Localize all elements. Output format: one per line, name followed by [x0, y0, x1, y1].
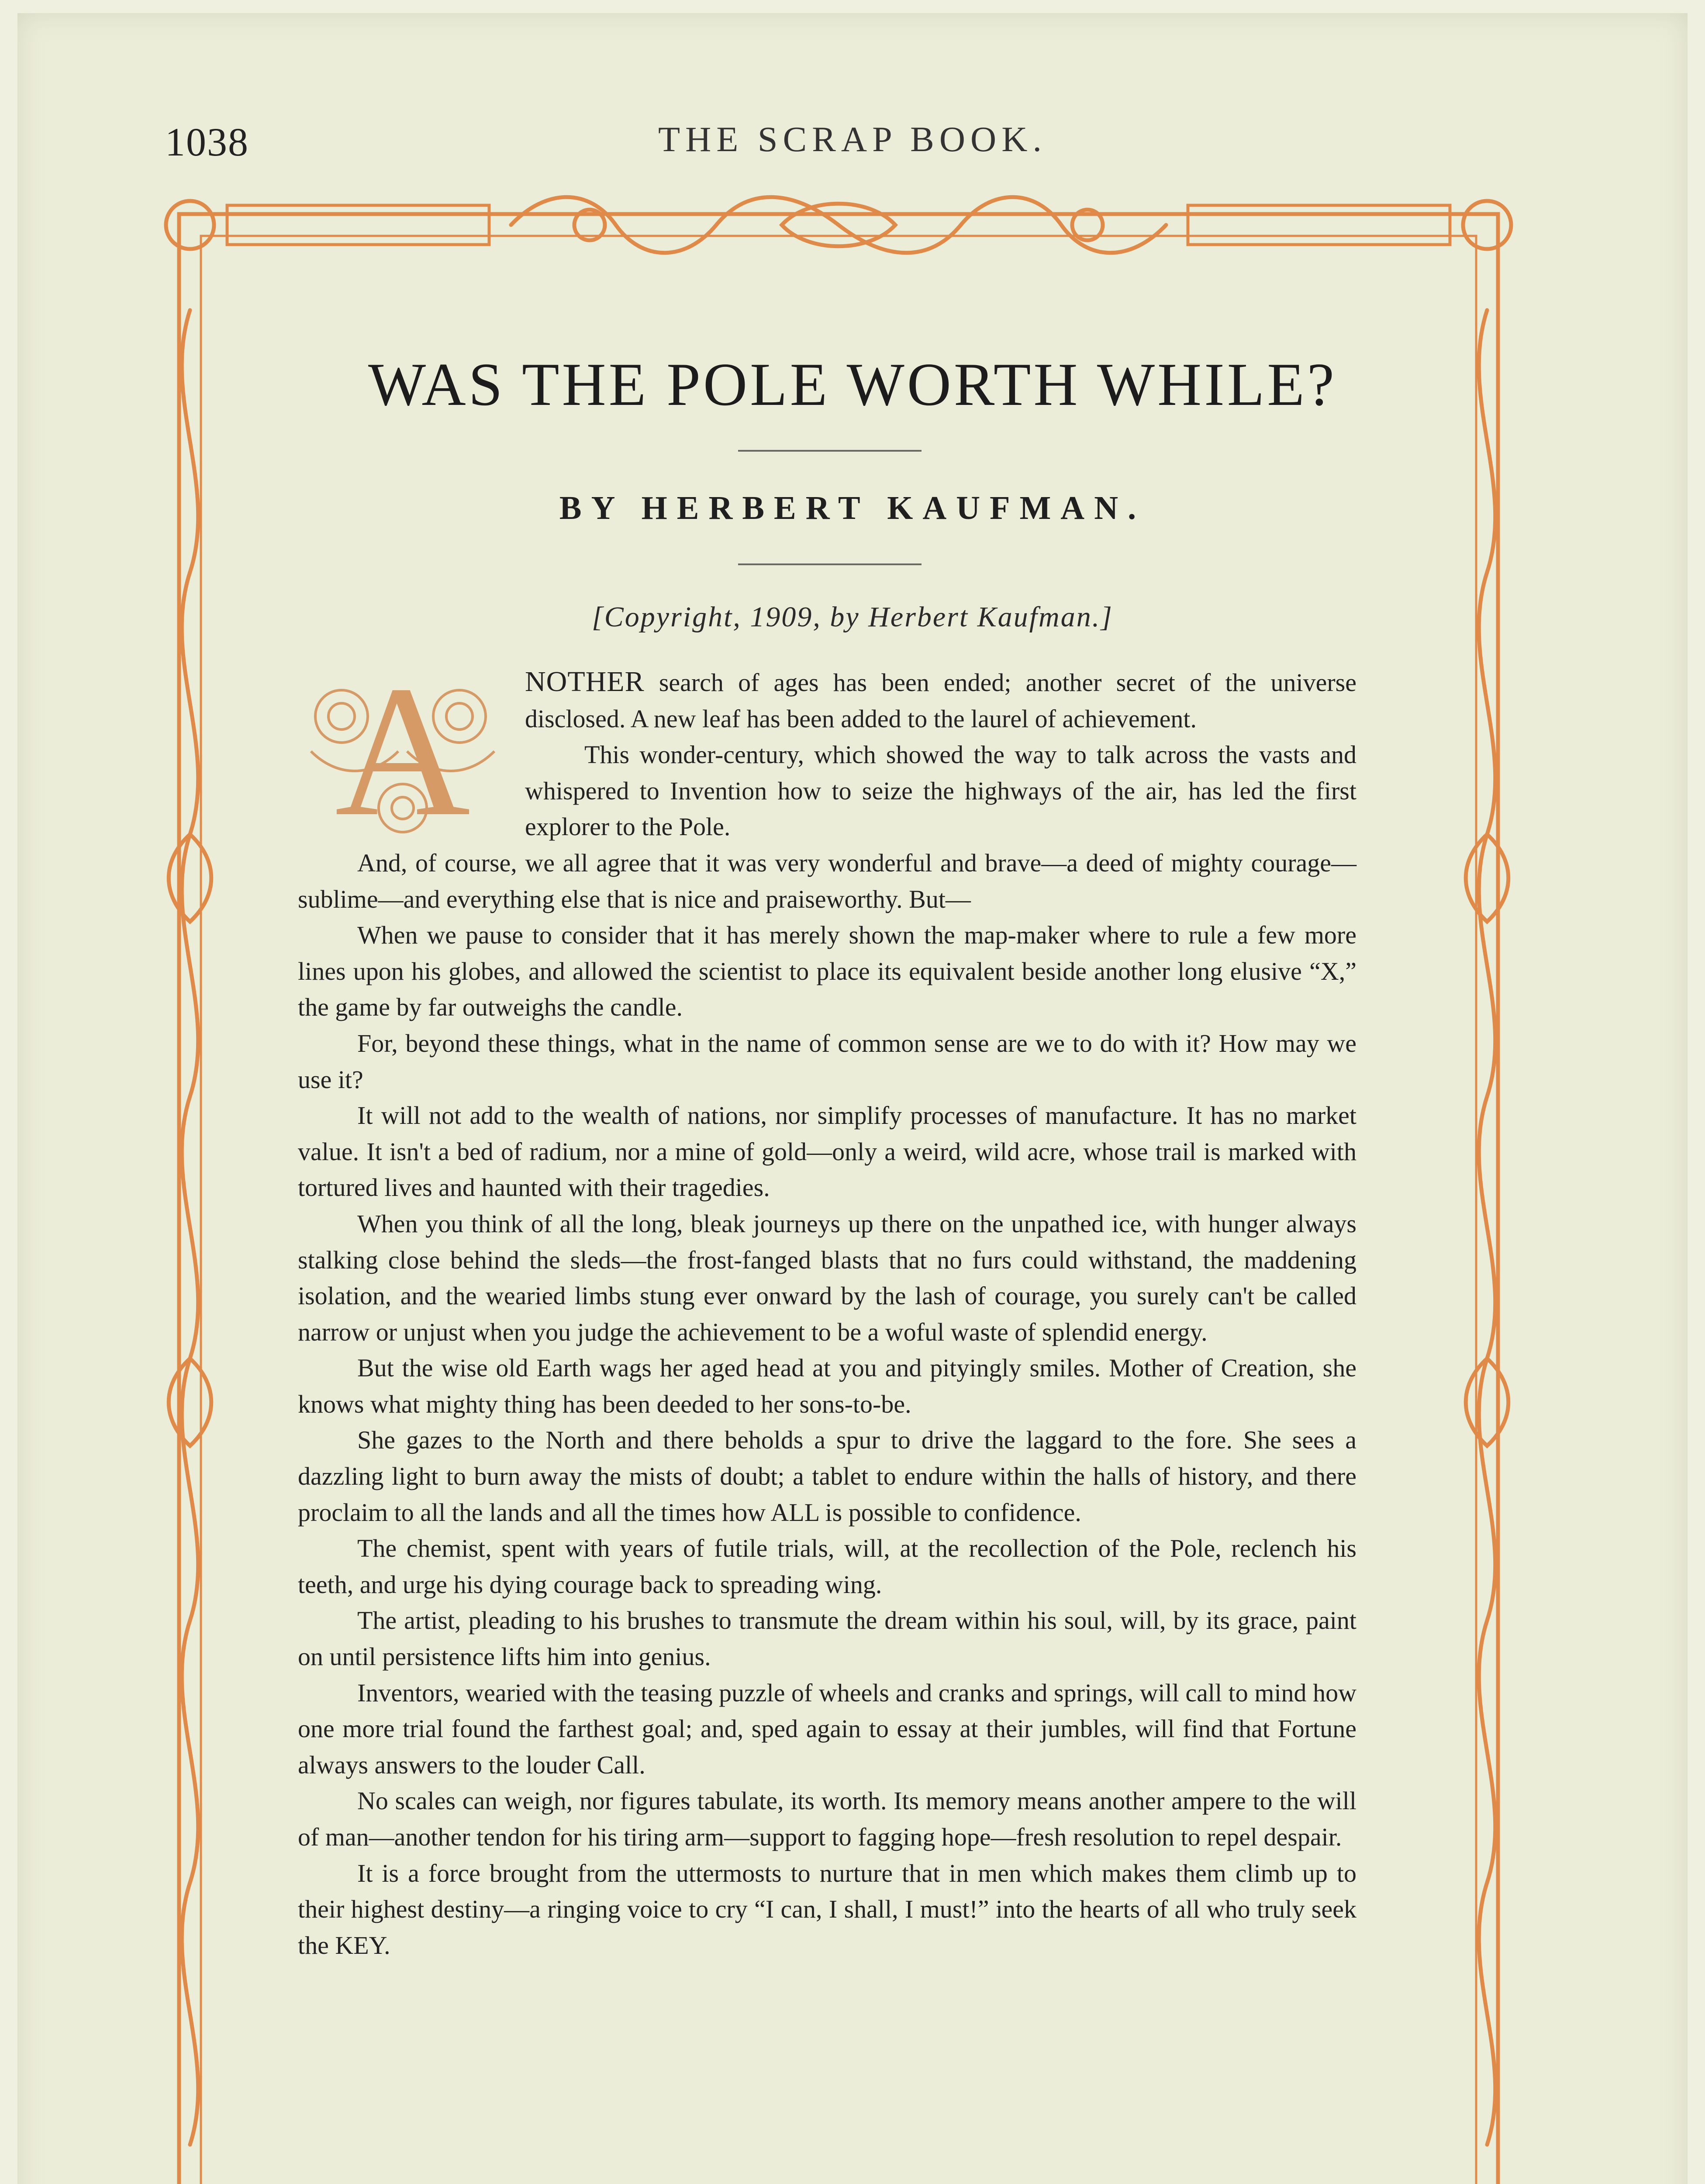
drop-cap-letter: A — [335, 647, 471, 855]
paragraph-3: And, of course, we all agree that it was very wonderful and brave—a deed of mighty courage—sublime—and everything else that is nice and praiseworthy. But— — [298, 848, 1356, 913]
paragraph-6: It will not add to the wealth of nations, nor simplify processes of manufacture. It has no market value. It isn't a bed of radium, nor a mine of gold—only a weird, wild acre, whose trail is marked with tortured lives and haunted with their tragedies. — [298, 1101, 1356, 1202]
paragraph-10: The chemist, spent with years of futile trials, will, at the recollection of the Pole, reclench his teeth, and urge his dying courage back to spreading wing. — [298, 1534, 1356, 1599]
running-head: THE SCRAP BOOK. — [658, 119, 1047, 159]
article-byline: BY HERBERT KAUFMAN. — [559, 490, 1146, 526]
paragraph-9: She gazes to the North and there beholds a spur to drive the laggard to the fore. She sees a dazzling light to burn away the mists of doubt; a tablet to endure within the halls of history, and there proclaim to all the lands and all the times how ALL is possible to confidence. — [298, 1426, 1356, 1527]
paragraph-5: For, beyond these things, what in the name of common sense are we to do with it? How may we use it? — [298, 1029, 1356, 1094]
paragraph-14: It is a force brought from the uttermosts to nurture that in men which makes them climb up to their highest destiny—a ringing voice to cry “I can, I shall, I must!” into the hearts of all who truly seek the KEY. — [298, 1859, 1356, 1959]
page-number: 1038 — [165, 120, 249, 164]
drop-cap — [293, 647, 512, 855]
paragraph-7: When you think of all the long, bleak journeys up there on the unpathed ice, with hunger always stalking close behind the sleds—the frost-fanged blasts that no furs could withstand, the maddening isolation, and the wearied limbs stung ever onward by the lash of courage, you surely can't be called narrow or unjust when you judge the achievement to be a woful waste of splendid energy. — [298, 1209, 1356, 1346]
article-body — [298, 647, 1356, 1963]
paragraph-2: This wonder-century, which showed the way to talk across the vasts and whispered to Invention how to seize the highways of the air, has led the first explorer to the Pole. — [525, 740, 1356, 841]
paragraph-8: But the wise old Earth wags her aged head at you and pityingly smiles. Mother of Creation, she knows what mighty thing has been deeded to her sons-to-be. — [298, 1354, 1356, 1418]
paragraph-12: Inventors, wearied with the teasing puzzle of wheels and cranks and springs, will call to mind how one more trial found the farthest goal; and, sped again to essay at their jumbles, will find that Fortune always answers to the louder Call. — [298, 1678, 1356, 1779]
copyright-notice: [Copyright, 1909, by Herbert Kaufman.] — [592, 601, 1113, 633]
paragraph-text: search of ages has been ended; another secret of the universe disclosed. A new leaf has been added to the laurel of achievement. — [525, 668, 1356, 733]
paragraph-11: The artist, pleading to his brushes to transmute the dream within his soul, will, by its grace, paint on until persistence lifts him into genius. — [298, 1606, 1356, 1671]
title-rule — [738, 450, 922, 452]
byline-rule — [738, 563, 922, 565]
lead-word: NOTHER — [525, 666, 645, 698]
paragraph-13: No scales can weigh, nor figures tabulate, its worth. Its memory means another ampere to the will of man—another tendon for his tiring arm—support to fagging hope—fresh resolution to repel despair. — [298, 1787, 1356, 1851]
paragraph-4: When we pause to consider that it has merely shown the map-maker where to rule a few more lines upon his globes, and allowed the scientist to place its equivalent beside another long elusive “X,” the game by far outweighs the candle. — [298, 921, 1356, 1022]
article-title: WAS THE POLE WORTH WHILE? — [368, 351, 1337, 418]
